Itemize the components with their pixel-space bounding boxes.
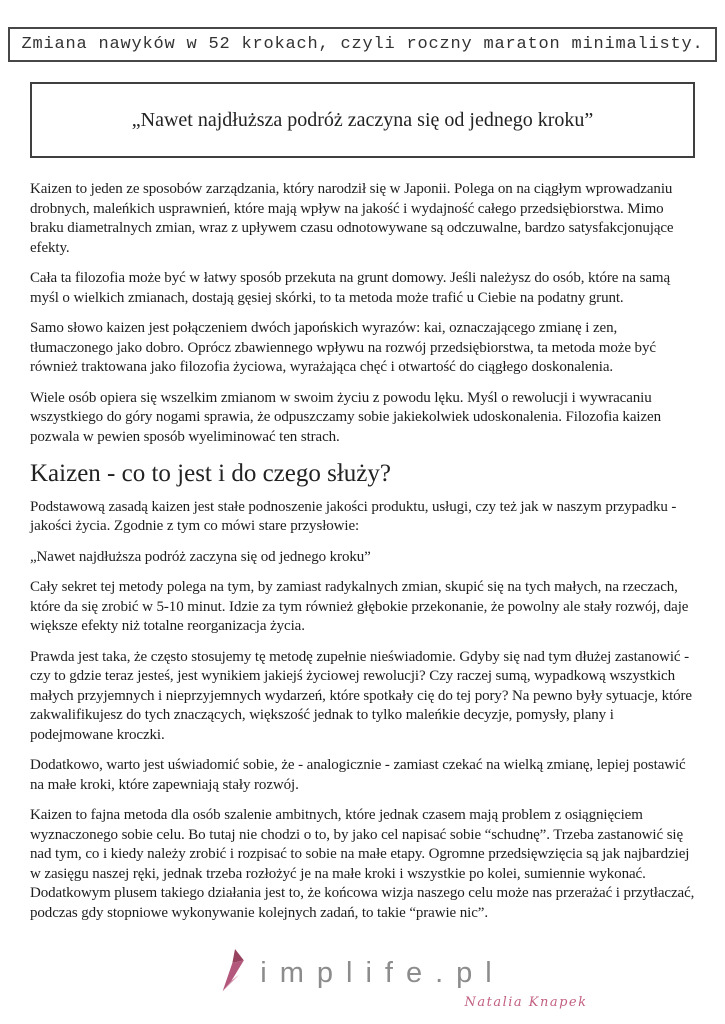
origami-s-icon: [220, 948, 250, 999]
paragraph: Kaizen to fajna metoda dla osób szalenie ambitnych, które jednak czasem mają problem z osiągnięciem wyznaczonego sobie celu. Bo tutaj nie chodzi o to, by jako cel napisać sobie “schudnę”. Trzeba zastanowić się nad tym, co i kiedy należy zrobić i rozpisać to sobie na małe etapy. Ogromne przedsięwzięcia są jak najbardziej w zasięgu naszej ręki, jednak trzeba rozłożyć je na małe kroki i wszystkie po kolei, sumiennie wykonać. Dodatkowym plusem takiego działania jest to, że końcowa wizja naszego celu może nas przerażać i przytłaczać, podczas gdy stopniowe wykonywanie kolejnych zadań, to takie “prawie nic”.: [30, 807, 695, 921]
inline-quote: „Nawet najdłuższa podróż zaczyna się od jednego kroku”: [30, 548, 371, 565]
quote-box-text: „Nawet najdłuższa podróż zaczyna się od jednego kroku”: [131, 108, 594, 131]
paragraph: Kaizen to jeden ze sposobów zarządzania, który narodził się w Japonii. Polega on na ciągłym wprowadzaniu drobnych, maleńkich usprawnień, które mają wpływ na jakość i wydajność całego przedsiębiorstwa. Mimo braku diametralnych zmian, wraz z upływem czasu odnotowywane są odczuwalne, bardzo satysfakcjonujące efekty.: [30, 181, 674, 256]
section-heading: Kaizen - co to jest i do czego służy?: [30, 460, 391, 487]
paragraph: Prawda jest taka, że często stosujemy tę metodę zupełnie nieświadomie. Gdyby się nad tym dłużej zastanowić - czy to gdzie teraz jesteś, jest wynikiem jakiejś życiowej rewolucji? Czy raczej sumą, wypadkową wszystkich małych przyjemnych i nieprzyjemnych wydarzeń, które spotkały cię do tej pory? Na pewno były sytuacje, które zakwalifikujesz do tych znaczących, większość jednak to tylko maleńkie decyzje, pomysły, plany i podejmowane kroczki.: [30, 648, 692, 743]
paragraph: Cała ta filozofia może być w łatwy sposób przekuta na grunt domowy. Jeśli należysz do osób, które na samą myśl o wielkich zmianach, dostają gęsiej skórki, to ta metoda może trafić u Ciebie na podatny grunt.: [30, 270, 671, 306]
title-banner: [8, 27, 717, 62]
signature-text: Natalia Knapek: [464, 995, 588, 1010]
article-body: [30, 180, 696, 934]
paragraph: Dodatkowo, warto jest uświadomić sobie, że - analogicznie - zamiast czekać na wielką zmianę, lepiej postawić na małe kroki, które zapewniają stały rozwój.: [30, 757, 686, 793]
title-banner-text: Zmiana nawyków w 52 krokach, czyli roczny maraton minimalisty.: [21, 35, 704, 54]
paragraph: Samo słowo kaizen jest połączeniem dwóch japońskich wyrazów: kai, oznaczającego zmianę i zen, tłumaczonego jako dobro. Oprócz zbawiennego wpływu na rozwój przedsiębiorstwa, ta metoda może być również traktowana jako filozofia życiowa, wyrażająca chęć i otwartość do ciągłego doskonalenia.: [30, 320, 656, 375]
quote-box: [30, 82, 695, 158]
paragraph: Podstawową zasadą kaizen jest stałe podnoszenie jakości produktu, usługi, czy też jak w naszym przypadku - jakości życia. Zgodnie z tym co mówi stare przysłowie:: [30, 498, 677, 534]
site-logo: [0, 948, 725, 1010]
site-logo-text: implife.pl: [260, 957, 505, 989]
paragraph: Cały sekret tej metody polega na tym, by zamiast radykalnych zmian, skupić się na tych małych, na rzeczach, które da się zrobić w 5-10 minut. Idzie za tym również głębokie przekonanie, że powolny ale stały rozwój, daje większe efekty niż totalne reorganizacja życia.: [30, 579, 689, 634]
paragraph: Wiele osób opiera się wszelkim zmianom w swoim życiu z powodu lęku. Myśl o rewolucji i wywracaniu wszystkiego do góry nogami sprawia, że odpuszczamy sobie jakiekolwiek udoskonalenia. Filozofia kaizen pozwala w pewien sposób wyeliminować ten strach.: [30, 389, 661, 445]
